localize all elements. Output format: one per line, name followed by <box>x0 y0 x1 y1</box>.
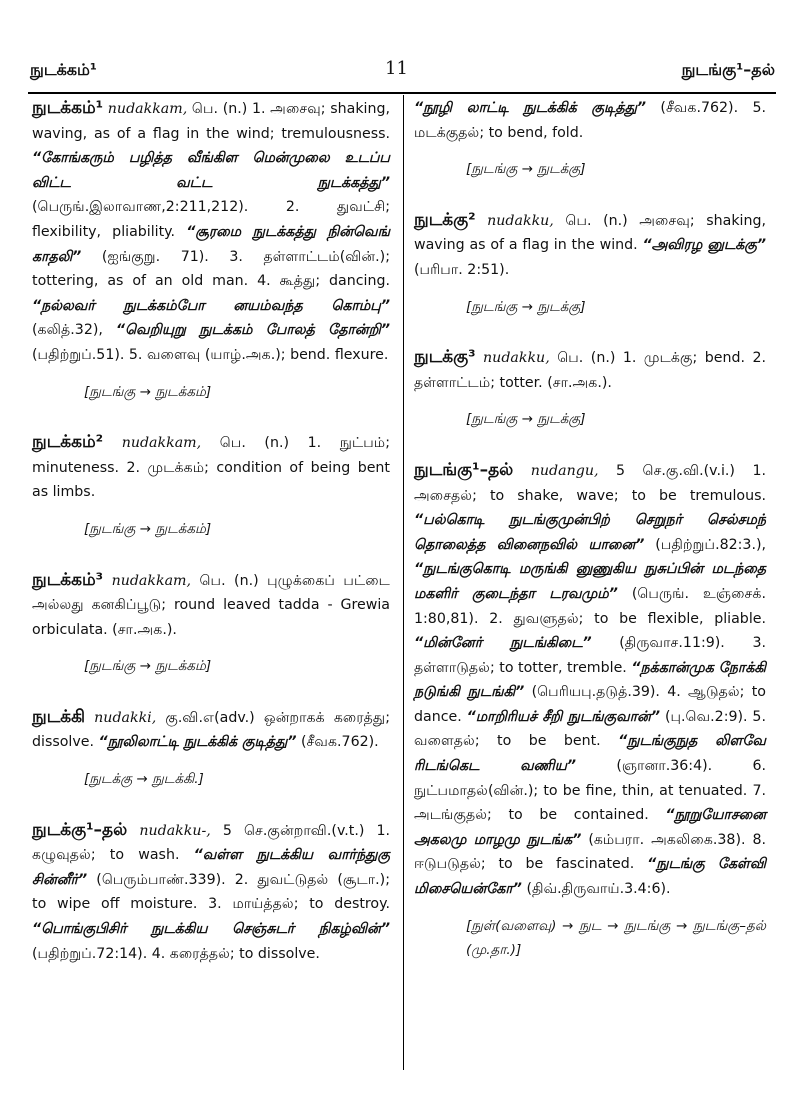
dictionary-entry <box>32 818 390 967</box>
page-header <box>30 50 775 90</box>
definition: (கலித்.32), <box>32 322 103 339</box>
etymology: [நுடங்கு → நுடக்கம்] <box>84 520 212 537</box>
column-divider <box>403 95 404 1070</box>
header-rule <box>28 92 776 94</box>
definition: (பெருங். உஞ்சைக். 1:80,81). 2. துவளுதல்; to be flexible, pliable. <box>414 585 766 627</box>
definition: பெ. (n.) 1. அசைவு; shaking, waving, as of a flag in the wind; tremulousness. <box>32 101 391 142</box>
citation: “நூறுயோசனை அகலமு மாழமு நுடங்க” <box>414 807 766 848</box>
transliteration: nudakku, <box>487 212 554 229</box>
transliteration: nudakkam, <box>121 435 202 452</box>
citation: “நுடங்குநுத லிளவே ரிடங்கெட வணிய” <box>414 733 766 775</box>
etymology: [நுடங்கு → நுடக்கு] <box>466 411 586 428</box>
definition: 5 செ.கு.வி.(v.i.) 1. அசைதல்; to shake, wave; to be tremulous. <box>414 462 766 504</box>
citation: “நக்கான்முக நோக்கி நடுங்கி நுடங்கி” <box>414 659 767 701</box>
headword: நுடங்கு¹–தல் <box>414 459 514 480</box>
definition: (சீவக.762). <box>301 734 379 751</box>
definition: (பு.வெ.2:9). 5. வளைதல்; to be bent. <box>414 708 766 750</box>
definition: பெ. (n.) 1. நுட்பம்; minuteness. 2. முடக்கம்; condition of being bent as limbs. <box>32 435 391 501</box>
dictionary-entry <box>32 705 390 792</box>
transliteration: nudangu, <box>530 462 599 479</box>
definition: (கம்பரா. அகலிகை.38). 8. ஈடுபடுதல்; to be fascinated. <box>414 831 766 873</box>
citation: “நூலிலாட்டி நுடக்கிக் குடித்து” <box>98 734 297 751</box>
citation: “சூரமை நுடக்கத்து நின்வெங் காதலி” <box>32 223 390 265</box>
etymology: [நுள்(வளைவு) → நுட → நுடங்கு → நுடங்கு–தல் (மு.தா.)] <box>466 917 766 959</box>
headword: நுடக்கு² <box>414 209 476 230</box>
headword: நுடக்கி <box>32 706 86 727</box>
header-left-guideword: நுடக்கம்¹ <box>30 60 97 79</box>
transliteration: nudakkam, <box>107 101 188 117</box>
definition: பெ. (n.) அசைவு; shaking, waving as of a flag in the wind. <box>414 212 766 254</box>
dictionary-entry <box>414 458 766 963</box>
definition: (பெரும்பாண்.339). 2. துவட்டுதல் (சூடா.); to wipe off moisture. 3. மாய்த்தல்; to destroy. <box>32 871 390 913</box>
dictionary-entry <box>32 430 390 541</box>
entry-continuation <box>414 96 766 182</box>
definition: பெ. (n.) புழுக்கைப் பட்டை அல்லது கனகிப்பூடு; round leaved tadda - Grewia orbiculata. (சா.அக.). <box>32 572 390 638</box>
header-right-guideword: நுடங்கு¹–தல் <box>681 60 775 79</box>
citation: “நுடங்கு கேள்வி மிசையென்கோ” <box>414 856 766 898</box>
definition: 5 செ.குன்றாவி.(v.t.) 1. கழுவுதல்; to wash. <box>32 822 390 864</box>
definition: (பெருங்.இலாவாண,2:211,212). 2. துவட்சி; flexibility, pliability. <box>32 199 390 240</box>
citation: “மின்னேர் நுடங்கிடை” <box>414 635 592 652</box>
transliteration: nudakku-, <box>139 822 211 839</box>
citation: “நூழி லாட்டி நுடக்கிக் குடித்து” <box>414 100 647 116</box>
page-number: 11 <box>385 58 408 79</box>
headword: நுடக்கு¹–தல் <box>32 819 128 840</box>
citation: “வெறியுறு நுடக்கம் போலத் தோன்றி” <box>115 322 390 339</box>
transliteration: nudakki, <box>94 709 157 726</box>
transliteration: nudakku, <box>483 350 550 367</box>
citation: “மாறிரியச் சீறி நுடங்குவான்” <box>466 708 661 725</box>
definition: (பதிற்றுப்.72:14). 4. கரைத்தல்; to dissolve. <box>32 945 320 962</box>
etymology: [நுடங்கு → நுடக்கம்] <box>84 658 212 675</box>
citation: “வள்ள நுடக்கிய வார்ந்துகு சின்னீர்” <box>32 847 391 888</box>
definition: (பதிற்றுப்.51). 5. வளைவு (யாழ்.அக.); bend. flexure. <box>32 346 389 363</box>
citation: “பொங்குபிசிர் நுடக்கிய செஞ்சுடர் நிகழ்வின்” <box>32 921 390 938</box>
citation: “கோங்கரும் பழித்த வீங்கிள மென்முலை உடப்ப விட்ட வட்ட நுடக்கத்து” <box>32 150 390 191</box>
citation: “நுடங்குகொடி மருங்கி னுணுகிய நுசுப்பின் மடந்தை மகளிர் குடைந்தா டரவமும்” <box>414 561 766 602</box>
dictionary-entry <box>32 96 390 404</box>
definition: (திருவாச.11:9). 3. தள்ளாடுதல்; to totter, tremble. <box>414 635 766 676</box>
citation: “பல்கொடி நுடங்குமுன்பிற் செறுநர் செல்சமந் தொலைத்த வினைநவில் யானை” <box>414 512 766 553</box>
citation: “அவிரழ னுடக்கு” <box>642 237 766 254</box>
dictionary-entry <box>414 208 766 319</box>
definition: (சீவக.762). 5. மடக்குதல்; to bend, fold. <box>414 100 766 141</box>
etymology: [நுடங்கு → நுடக்கு] <box>466 161 586 178</box>
dictionary-entry <box>32 568 390 679</box>
dictionary-entry <box>414 345 766 432</box>
definition: (ஐங்குறு. 71). 3. தள்ளாட்டம்(வின்.); tottering, as of an old man. 4. கூத்து; dancing. <box>32 248 390 290</box>
left-column <box>32 96 390 980</box>
definition: (பரிபா. 2:51). <box>414 261 510 278</box>
etymology: [நுடக்கு → நுடக்கி.] <box>84 771 204 788</box>
headword: நுடக்கம்² <box>32 432 104 453</box>
headword: நுடக்கம்³ <box>32 569 104 590</box>
etymology: [நுடங்கு → நுடக்கம்] <box>84 383 212 400</box>
definition: (பெரியபு.தடுத்.39). 4. ஆடுதல்; to dance. <box>414 684 766 725</box>
definition: கு.வி.எ(adv.) ஒன்றாகக் கரைத்து; dissolve. <box>32 709 390 751</box>
headword: நுடக்கு³ <box>414 347 476 368</box>
definition: (ஞானா.36:4). 6. நுட்பமாதல்(வின்.); to be fine, thin, at tenuated. 7. அடங்குதல்; to be contained. <box>414 758 766 824</box>
headword: நுடக்கம்¹ <box>32 98 104 118</box>
definition: (திவ்.திருவாய்.3.4:6). <box>526 881 671 898</box>
etymology: [நுடங்கு → நுடக்கு] <box>466 298 586 315</box>
transliteration: nudakkam, <box>111 572 192 589</box>
definition: பெ. (n.) 1. முடக்கு; bend. 2. தள்ளாட்டம்; totter. (சா.அக.). <box>414 350 766 391</box>
definition: (பதிற்றுப்.82:3.), <box>655 536 766 553</box>
right-column <box>414 96 766 989</box>
citation: “நல்லவர் நுடக்கம்போ னயம்வந்த கொம்பு” <box>32 297 390 314</box>
